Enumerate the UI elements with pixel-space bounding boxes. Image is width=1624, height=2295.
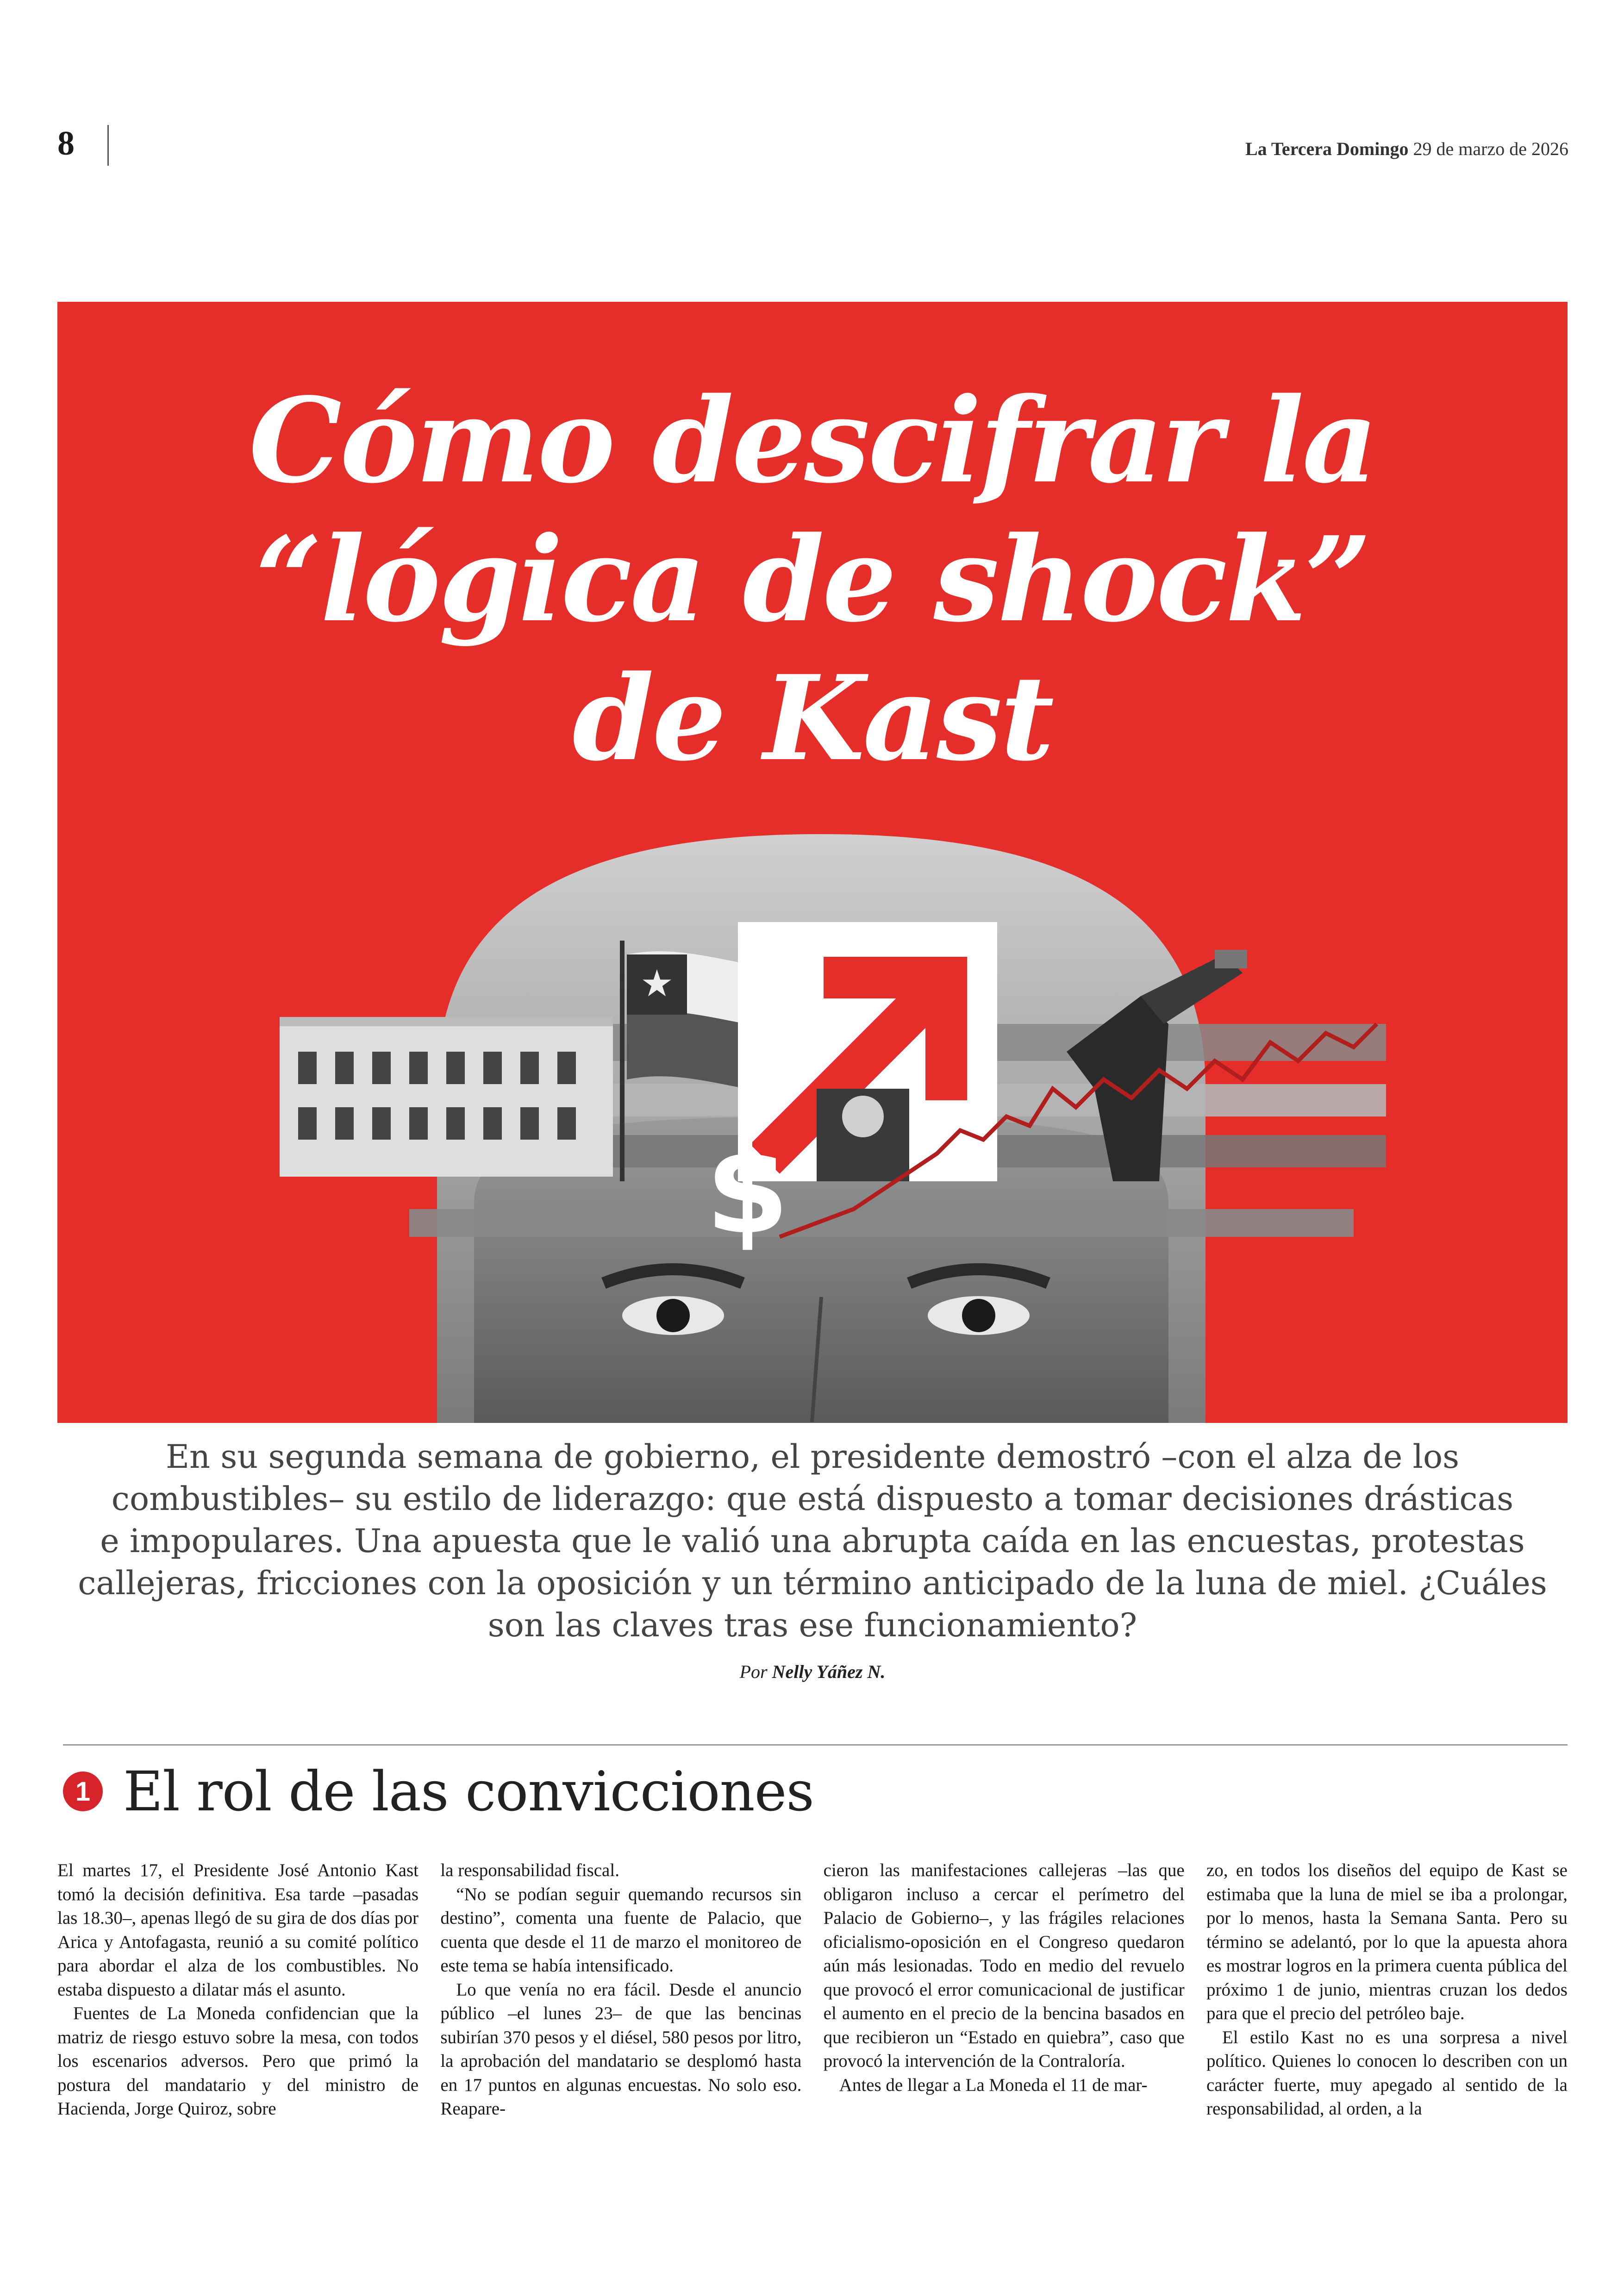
byline-prefix: Por bbox=[739, 1661, 768, 1682]
body-column-4 bbox=[1206, 1858, 1568, 2266]
body-paragraph: Fuentes de La Moneda confidencian que la matriz de riesgo estuvo sobre la mesa, con todos los escenarios adversos. Pero que primó la postura del mandatario y del ministro de Hacienda, Jorge Quiroz, sobre bbox=[57, 2003, 418, 2119]
body-paragraph: cieron las manifestaciones callejeras –las que obligaron incluso a cercar el perímetro del Palacio de Gobierno–, y las frágiles relaciones oficialismo-oposición en el Congreso quedaron aún más lesionadas. Todo en medio del revuelo que provocó el error comunicacional de justificar el aumento en el precio de la bencina basados en que recibieron un “Estado en quiebra”, caso que provocó la intervención de la Contraloría. bbox=[823, 1860, 1185, 2071]
byline-author: Nelly Yáñez N. bbox=[772, 1661, 886, 1682]
svg-text:★: ★ bbox=[640, 962, 674, 1005]
deck-line: En su segunda semana de gobierno, el presidente demostró –con el alza de los bbox=[165, 1438, 1460, 1476]
headline-line: Cómo descifrar la bbox=[249, 372, 1376, 509]
publication-date: 29 de marzo de 2026 bbox=[1413, 138, 1568, 159]
section-title: El rol de las convicciones bbox=[123, 1759, 814, 1823]
deck-line: combustibles– su estilo de liderazgo: que está dispuesto a tomar decisiones drásticas bbox=[111, 1480, 1514, 1518]
hero-illustration bbox=[57, 302, 1568, 1423]
body-paragraph: “No se podían seguir quemando recursos sin destino”, comenta una fuente de Palacio, que cuenta que desde el 11 de marzo el monitoreo de este tema se había intensificado. bbox=[440, 1884, 802, 1976]
section-divider bbox=[63, 1744, 1568, 1746]
publication-name: La Tercera Domingo bbox=[1245, 138, 1409, 159]
byline bbox=[57, 1661, 1568, 1683]
deck-line: e impopulares. Una apuesta que le valió una abrupta caída en las encuestas, protestas bbox=[100, 1522, 1525, 1560]
body-paragraph: El martes 17, el Presidente José Antonio Kast tomó la decisión definitiva. Esa tarde –pasadas las 18.30–, apenas llegó de su gira de dos días por Arica y Antofagasta, reunió a su comité político para abordar el alza de los combustibles. No estaba dispuesto a dilatar más el asunto. bbox=[57, 1860, 418, 2000]
section-number-badge: 1 bbox=[63, 1771, 103, 1811]
deck-line: callejeras, fricciones con la oposición y un término anticipado de la luna de miel. ¿Cuáles bbox=[78, 1564, 1547, 1602]
page-number-divider bbox=[107, 125, 109, 166]
body-paragraph: zo, en todos los diseños del equipo de Kast se estimaba que la luna de miel se iba a prolongar, por lo menos, hasta la Semana Santa. Pero su término se adelantó, por lo que la apuesta ahora es mostrar logros en la primera cuenta pública del próximo 1 de junio, mientras cruzan los dedos para que el precio del petróleo baje. bbox=[1206, 1860, 1568, 2023]
body-paragraph: la responsabilidad fiscal. bbox=[440, 1860, 619, 1880]
body-paragraph: Antes de llegar a La Moneda el 11 de mar- bbox=[839, 2075, 1148, 2095]
body-column-1 bbox=[57, 1858, 418, 2266]
body-paragraph: El estilo Kast no es una sorpresa a nivel político. Quienes lo conocen lo describen con un carácter fuerte, muy apegado al sentido de la responsabilidad, al orden, a la bbox=[1206, 2027, 1568, 2119]
body-column-2 bbox=[440, 1858, 801, 2266]
body-column-3 bbox=[824, 1858, 1185, 2266]
headline-line: de Kast bbox=[572, 650, 1053, 787]
dollar-sign-icon: $ bbox=[706, 1121, 789, 1261]
headline-line: “lógica de shock” bbox=[255, 511, 1370, 648]
article-body bbox=[57, 1858, 1568, 2266]
headline bbox=[57, 371, 1568, 788]
section-heading bbox=[63, 1761, 814, 1821]
deck-line: son las claves tras ese funcionamiento? bbox=[487, 1606, 1137, 1644]
masthead bbox=[1245, 138, 1568, 160]
body-paragraph: Lo que venía no era fácil. Desde el anuncio público –el lunes 23– de que las bencinas subirían 370 pesos y el diésel, 580 pesos por litro, la aprobación del mandatario se desplomó hasta en 17 puntos en algunas encuestas. No solo eso. Reapare- bbox=[440, 1979, 802, 2119]
page-number: 8 bbox=[57, 125, 75, 162]
article-deck bbox=[57, 1436, 1568, 1646]
palace-icon bbox=[280, 1017, 613, 1177]
